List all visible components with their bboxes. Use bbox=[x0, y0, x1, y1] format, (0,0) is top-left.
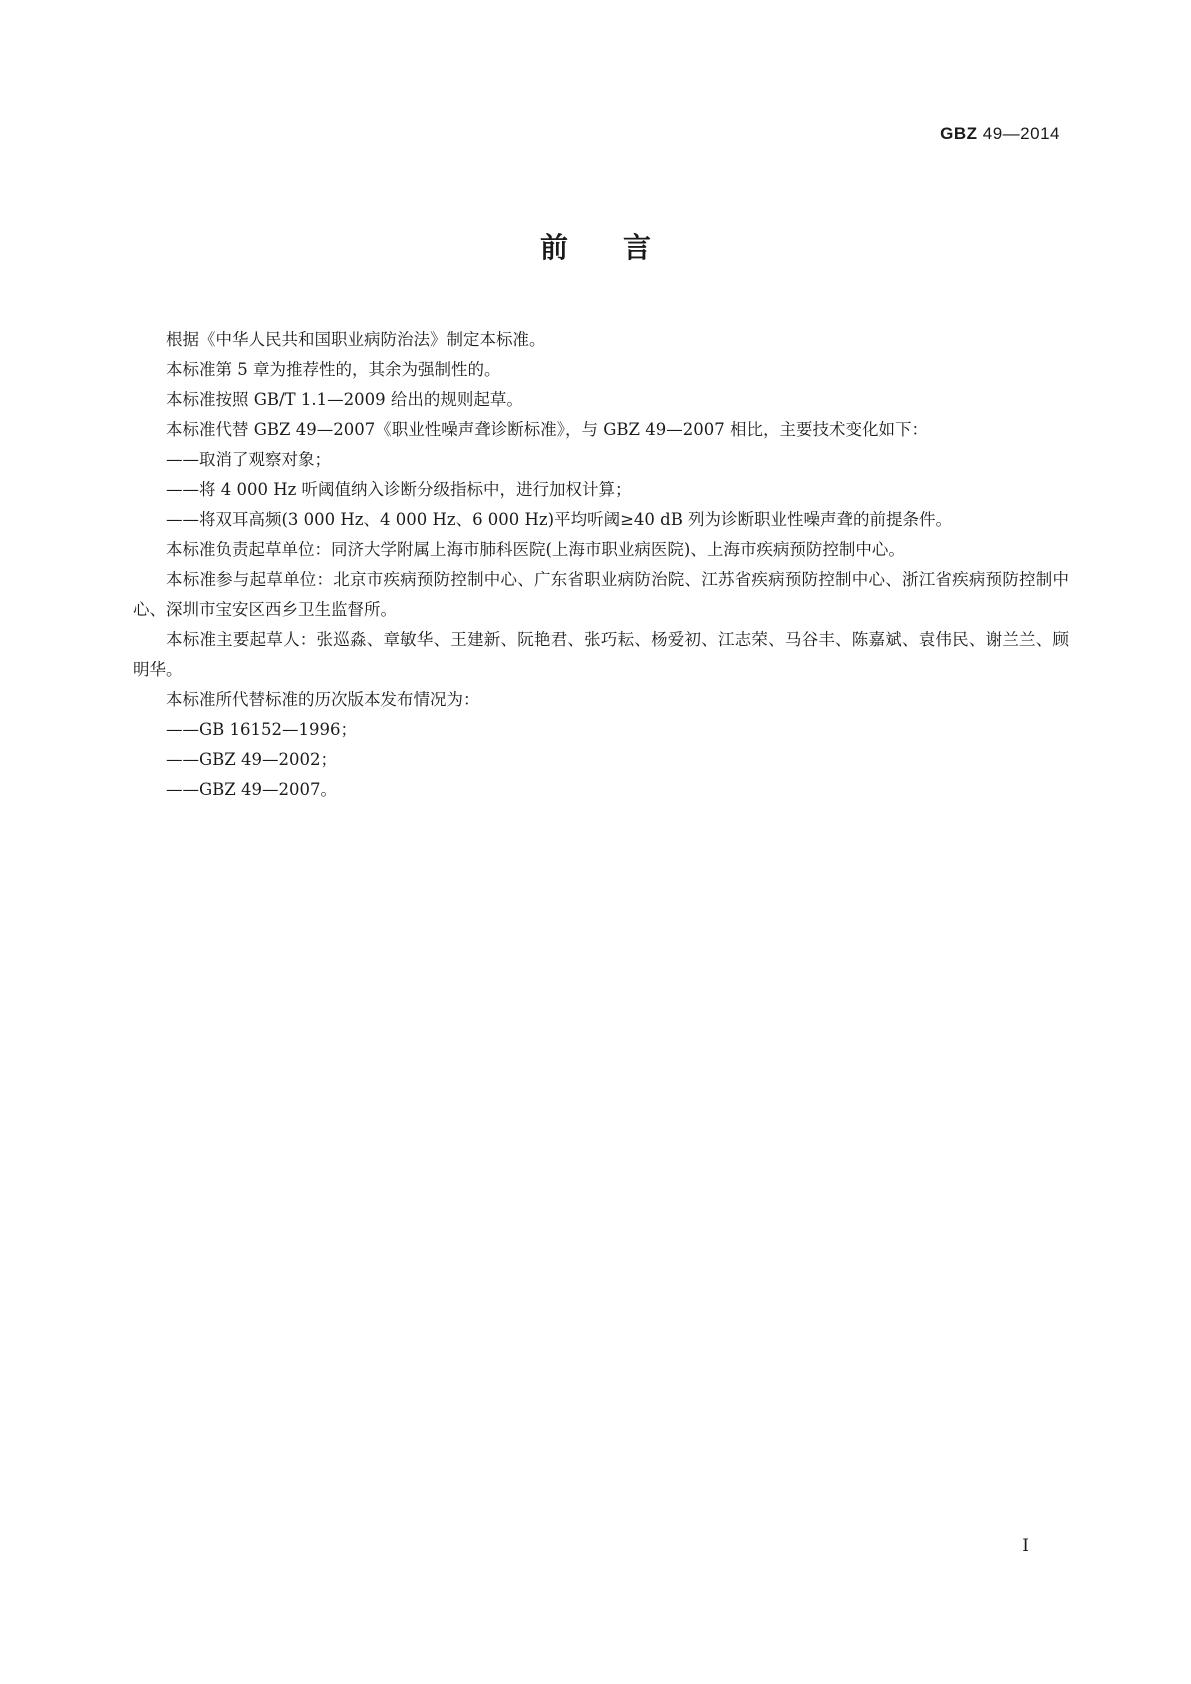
history-item: ——GB 16152—1996； bbox=[166, 720, 358, 739]
paragraph-responsible-units: 本标准负责起草单位：同济大学附属上海市肺科医院(上海市职业病医院)、上海市疾病预防控制中心。 bbox=[166, 540, 905, 559]
history-item: ——GBZ 49—2002； bbox=[166, 750, 338, 769]
paragraph-replacement: 本标准代替 GBZ 49—2007《职业性噪声聋诊断标准》，与 GBZ 49—2007 相比，主要技术变化如下： bbox=[166, 420, 928, 439]
standard-code-prefix: GBZ bbox=[940, 124, 978, 143]
paragraph-version-history: 本标准所代替标准的历次版本发布情况为： bbox=[166, 690, 480, 709]
paragraph-basis: 根据《中华人民共和国职业病防治法》制定本标准。 bbox=[166, 330, 546, 349]
page-title: 前言 bbox=[539, 231, 706, 264]
document-body bbox=[133, 325, 1069, 805]
paragraph-participating-units: 本标准参与起草单位：北京市疾病预防控制中心、广东省职业病防治院、江苏省疾病预防控制中心、浙江省疾病预防控制中心、深圳市宝安区西乡卫生监督所。 bbox=[133, 570, 1069, 619]
change-item: ——将双耳高频(3 000 Hz、4 000 Hz、6 000 Hz)平均听阈≥40 dB 列为诊断职业性噪声聋的前提条件。 bbox=[166, 510, 953, 529]
change-item: ——取消了观察对象； bbox=[166, 450, 331, 469]
page-number: I bbox=[1022, 1536, 1029, 1556]
standard-code-header bbox=[940, 124, 1060, 144]
change-item: ——将 4 000 Hz 听阈值纳入诊断分级指标中，进行加权计算； bbox=[166, 480, 632, 499]
history-item: ——GBZ 49—2007。 bbox=[166, 780, 338, 799]
paragraph-drafting-rules: 本标准按照 GB/T 1.1—2009 给出的规则起草。 bbox=[166, 390, 523, 409]
paragraph-main-drafters: 本标准主要起草人：张巡淼、章敏华、王建新、阮艳君、张巧耘、杨爱初、江志荣、马谷丰、陈嘉斌、袁伟民、谢兰兰、顾明华。 bbox=[133, 630, 1069, 679]
standard-code-number: 49—2014 bbox=[977, 124, 1060, 143]
paragraph-chapter-nature: 本标准第 5 章为推荐性的，其余为强制性的。 bbox=[166, 360, 501, 379]
